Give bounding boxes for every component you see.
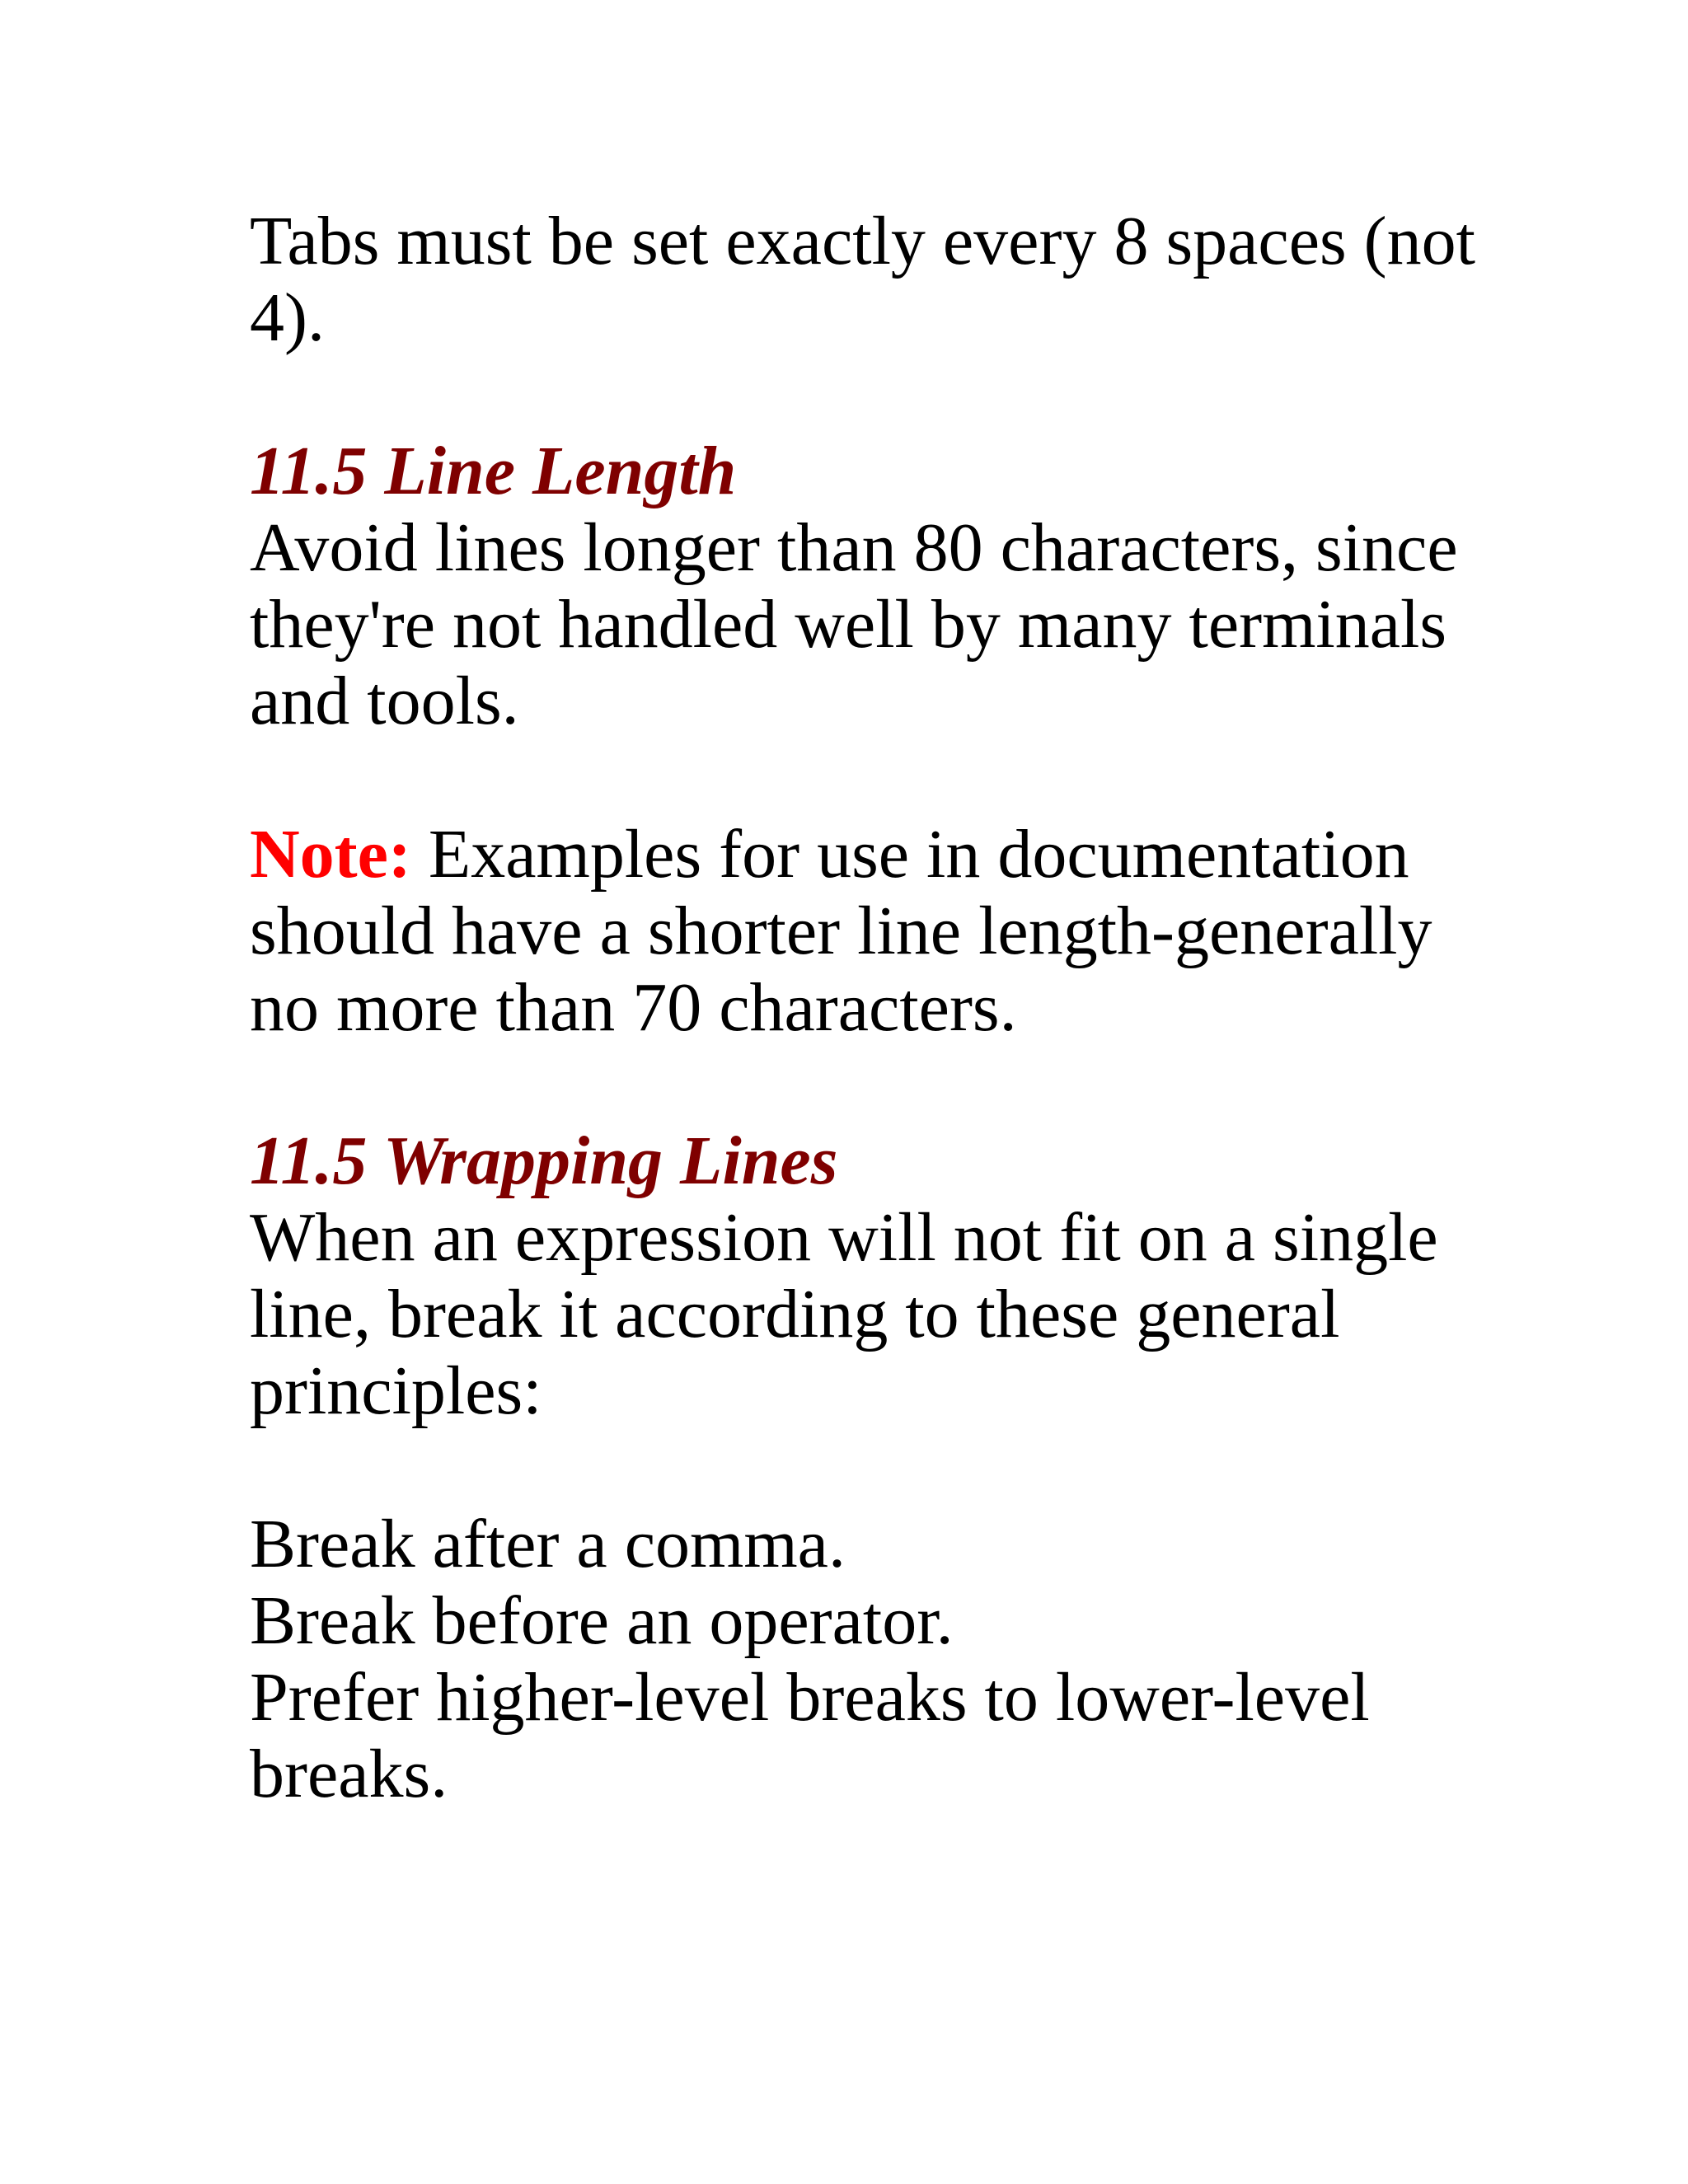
- document-page: [250, 203, 1503, 1812]
- note-paragraph: [250, 816, 1503, 1046]
- principle-item-1: Break after a comma.: [250, 1506, 846, 1582]
- spacer: [250, 1429, 1503, 1506]
- principle-item-3-cont: breaks.: [250, 1736, 448, 1812]
- note-line-1: [250, 816, 1503, 893]
- line-length-text-3: and tools.: [250, 663, 519, 739]
- line-length-text-2: they're not handled well by many terminals: [250, 586, 1447, 663]
- line-length-heading: 11.5 Line Length: [250, 433, 737, 509]
- intro-paragraph: [250, 203, 1503, 356]
- wrapping-lines-text-1: When an expression will not fit on a single: [250, 1199, 1438, 1276]
- spacer: [250, 356, 1503, 433]
- note-line-3: no more than 70 characters.: [250, 969, 1017, 1046]
- line-length-text-1: Avoid lines longer than 80 characters, since: [250, 509, 1458, 586]
- wrapping-lines-text-2: line, break it according to these general: [250, 1276, 1340, 1352]
- spacer: [250, 1046, 1503, 1122]
- spacer: [250, 739, 1503, 816]
- principle-item-2: Break before an operator.: [250, 1582, 954, 1659]
- intro-line-2: 4).: [250, 279, 325, 356]
- note-text-1: Examples for use in documentation: [410, 816, 1409, 893]
- note-label: Note:: [250, 816, 411, 893]
- wrapping-lines-text-3: principles:: [250, 1352, 542, 1429]
- note-line-2: should have a shorter line length-generally: [250, 893, 1432, 969]
- intro-line-1: Tabs must be set exactly every 8 spaces (not: [250, 203, 1475, 279]
- principles-list: [250, 1506, 1503, 1812]
- wrapping-lines-heading: 11.5 Wrapping Lines: [250, 1122, 838, 1199]
- wrapping-lines-section: [250, 1122, 1503, 1429]
- line-length-section: [250, 433, 1503, 739]
- principle-item-3: Prefer higher-level breaks to lower-level: [250, 1659, 1370, 1736]
